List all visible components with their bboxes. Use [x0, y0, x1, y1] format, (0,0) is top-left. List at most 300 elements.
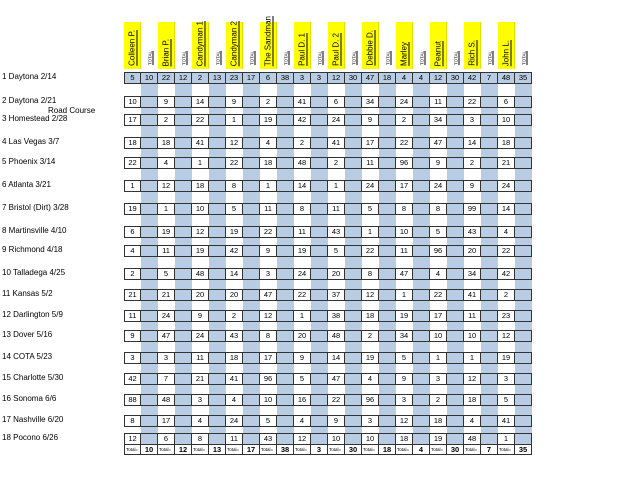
pick-cell[interactable]: 3	[260, 268, 277, 280]
running-total-cell[interactable]	[345, 226, 362, 238]
pick-cell[interactable]: 24	[430, 180, 447, 192]
running-total-cell[interactable]	[175, 352, 192, 364]
running-total-cell[interactable]	[481, 310, 498, 322]
pick-cell[interactable]: 41	[226, 373, 243, 385]
pick-cell[interactable]: 9	[192, 310, 209, 322]
pick-cell[interactable]: 20	[328, 268, 345, 280]
pick-cell[interactable]: 9	[464, 180, 481, 192]
pick-cell[interactable]: 10	[498, 114, 515, 126]
running-total-cell[interactable]	[141, 352, 158, 364]
running-total-cell[interactable]	[277, 352, 294, 364]
pick-cell[interactable]: 14	[226, 268, 243, 280]
pick-cell[interactable]: 9	[260, 245, 277, 257]
running-total-cell[interactable]	[379, 157, 396, 169]
pick-cell[interactable]: 1	[124, 180, 141, 192]
pick-cell[interactable]: 47	[328, 373, 345, 385]
pick-cell[interactable]: 8	[260, 330, 277, 342]
pick-cell[interactable]: 23	[498, 310, 515, 322]
pick-cell[interactable]: 12	[464, 373, 481, 385]
running-total-cell[interactable]	[481, 203, 498, 215]
pick-cell[interactable]: 21	[192, 373, 209, 385]
running-total-cell[interactable]	[515, 268, 532, 280]
running-total-cell[interactable]	[345, 96, 362, 108]
pick-cell[interactable]: 4	[124, 245, 141, 257]
pick-cell[interactable]: 47	[260, 289, 277, 301]
running-total-cell[interactable]	[413, 180, 430, 192]
running-total-cell[interactable]	[515, 114, 532, 126]
running-total-cell[interactable]	[447, 373, 464, 385]
running-total-cell[interactable]	[175, 415, 192, 427]
running-total-cell[interactable]	[379, 310, 396, 322]
pick-cell[interactable]: 24	[362, 180, 379, 192]
running-total-cell[interactable]: 13	[209, 72, 226, 84]
running-total-cell[interactable]	[277, 203, 294, 215]
running-total-cell[interactable]	[345, 157, 362, 169]
running-total-cell[interactable]	[175, 373, 192, 385]
running-total-cell[interactable]	[141, 180, 158, 192]
pick-cell[interactable]: 3	[362, 415, 379, 427]
running-total-cell[interactable]	[209, 203, 226, 215]
pick-cell[interactable]: 42	[464, 72, 481, 84]
running-total-cell[interactable]	[141, 268, 158, 280]
running-total-cell[interactable]	[175, 114, 192, 126]
pick-cell[interactable]: 2	[294, 137, 311, 149]
pick-cell[interactable]: 5	[396, 352, 413, 364]
running-total-cell[interactable]	[447, 352, 464, 364]
pick-cell[interactable]: 47	[362, 72, 379, 84]
pick-cell[interactable]: 47	[158, 330, 175, 342]
pick-cell[interactable]: 9	[362, 114, 379, 126]
running-total-cell[interactable]	[447, 394, 464, 406]
running-total-cell[interactable]	[209, 245, 226, 257]
running-total-cell[interactable]	[175, 310, 192, 322]
running-total-cell[interactable]	[311, 289, 328, 301]
pick-cell[interactable]: 22	[328, 394, 345, 406]
running-total-cell[interactable]	[243, 96, 260, 108]
running-total-cell[interactable]	[243, 310, 260, 322]
pick-cell[interactable]: 21	[158, 289, 175, 301]
running-total-cell[interactable]	[481, 180, 498, 192]
running-total-cell[interactable]	[243, 268, 260, 280]
pick-cell[interactable]: 22	[158, 72, 175, 84]
running-total-cell[interactable]	[175, 203, 192, 215]
running-total-cell[interactable]	[515, 245, 532, 257]
pick-cell[interactable]: 34	[464, 268, 481, 280]
pick-cell[interactable]: 18	[226, 352, 243, 364]
running-total-cell[interactable]	[141, 157, 158, 169]
pick-cell[interactable]: 10	[362, 433, 379, 445]
pick-cell[interactable]: 14	[294, 180, 311, 192]
pick-cell[interactable]: 24	[192, 330, 209, 342]
running-total-cell[interactable]	[447, 137, 464, 149]
pick-cell[interactable]: 18	[362, 310, 379, 322]
running-total-cell[interactable]	[311, 180, 328, 192]
pick-cell[interactable]: 2	[192, 72, 209, 84]
running-total-cell[interactable]	[481, 330, 498, 342]
pick-cell[interactable]: 12	[192, 226, 209, 238]
running-total-cell[interactable]	[311, 330, 328, 342]
running-total-cell[interactable]	[379, 226, 396, 238]
running-total-cell[interactable]	[515, 310, 532, 322]
running-total-cell[interactable]	[345, 289, 362, 301]
running-total-cell[interactable]	[175, 226, 192, 238]
pick-cell[interactable]: 96	[362, 394, 379, 406]
running-total-cell[interactable]	[481, 268, 498, 280]
running-total-cell[interactable]	[209, 394, 226, 406]
running-total-cell[interactable]	[311, 310, 328, 322]
running-total-cell[interactable]	[413, 310, 430, 322]
pick-cell[interactable]: 11	[260, 203, 277, 215]
running-total-cell[interactable]	[209, 137, 226, 149]
pick-cell[interactable]: 10	[464, 330, 481, 342]
running-total-cell[interactable]	[175, 180, 192, 192]
running-total-cell[interactable]	[481, 352, 498, 364]
running-total-cell[interactable]	[413, 289, 430, 301]
running-total-cell[interactable]	[141, 203, 158, 215]
running-total-cell[interactable]	[311, 137, 328, 149]
pick-cell[interactable]: 12	[260, 310, 277, 322]
pick-cell[interactable]: 2	[260, 96, 277, 108]
pick-cell[interactable]: 12	[124, 433, 141, 445]
pick-cell[interactable]: 19	[396, 310, 413, 322]
running-total-cell[interactable]	[481, 226, 498, 238]
running-total-cell[interactable]	[515, 373, 532, 385]
running-total-cell[interactable]	[379, 394, 396, 406]
running-total-cell[interactable]	[311, 245, 328, 257]
pick-cell[interactable]: 14	[192, 96, 209, 108]
pick-cell[interactable]: 9	[294, 352, 311, 364]
pick-cell[interactable]: 24	[226, 415, 243, 427]
running-total-cell[interactable]	[515, 96, 532, 108]
running-total-cell[interactable]	[413, 415, 430, 427]
pick-cell[interactable]: 22	[226, 157, 243, 169]
pick-cell[interactable]: 14	[464, 137, 481, 149]
running-total-cell[interactable]	[243, 289, 260, 301]
running-total-cell[interactable]	[379, 96, 396, 108]
running-total-cell[interactable]	[345, 203, 362, 215]
running-total-cell[interactable]	[447, 180, 464, 192]
pick-cell[interactable]: 21	[498, 157, 515, 169]
pick-cell[interactable]: 18	[124, 137, 141, 149]
running-total-cell[interactable]	[379, 415, 396, 427]
running-total-cell[interactable]	[345, 137, 362, 149]
running-total-cell[interactable]	[345, 245, 362, 257]
running-total-cell[interactable]	[209, 180, 226, 192]
running-total-cell[interactable]	[413, 157, 430, 169]
running-total-cell[interactable]	[209, 415, 226, 427]
pick-cell[interactable]: 1	[430, 352, 447, 364]
running-total-cell[interactable]	[379, 245, 396, 257]
running-total-cell[interactable]	[379, 203, 396, 215]
pick-cell[interactable]: 4	[226, 394, 243, 406]
running-total-cell[interactable]	[379, 373, 396, 385]
running-total-cell[interactable]	[243, 394, 260, 406]
pick-cell[interactable]: 10	[328, 433, 345, 445]
running-total-cell[interactable]	[209, 373, 226, 385]
pick-cell[interactable]: 5	[158, 268, 175, 280]
running-total-cell[interactable]	[277, 289, 294, 301]
pick-cell[interactable]: 22	[294, 289, 311, 301]
running-total-cell[interactable]	[141, 310, 158, 322]
pick-cell[interactable]: 22	[260, 226, 277, 238]
running-total-cell[interactable]	[345, 268, 362, 280]
running-total-cell[interactable]	[481, 114, 498, 126]
pick-cell[interactable]: 5	[328, 245, 345, 257]
pick-cell[interactable]: 48	[192, 268, 209, 280]
running-total-cell[interactable]	[243, 203, 260, 215]
pick-cell[interactable]: 10	[396, 226, 413, 238]
running-total-cell[interactable]	[447, 157, 464, 169]
pick-cell[interactable]: 96	[260, 373, 277, 385]
running-total-cell[interactable]	[277, 245, 294, 257]
pick-cell[interactable]: 1	[192, 157, 209, 169]
pick-cell[interactable]: 42	[226, 245, 243, 257]
running-total-cell[interactable]	[345, 114, 362, 126]
pick-cell[interactable]: 1	[464, 352, 481, 364]
pick-cell[interactable]: 48	[294, 157, 311, 169]
running-total-cell[interactable]	[413, 352, 430, 364]
running-total-cell[interactable]	[447, 330, 464, 342]
pick-cell[interactable]: 24	[498, 180, 515, 192]
pick-cell[interactable]: 43	[226, 330, 243, 342]
pick-cell[interactable]: 42	[498, 268, 515, 280]
pick-cell[interactable]: 3	[396, 394, 413, 406]
running-total-cell[interactable]	[447, 114, 464, 126]
running-total-cell[interactable]	[413, 373, 430, 385]
running-total-cell[interactable]	[345, 180, 362, 192]
pick-cell[interactable]: 10	[192, 203, 209, 215]
running-total-cell[interactable]	[243, 330, 260, 342]
running-total-cell[interactable]: 17	[243, 72, 260, 84]
pick-cell[interactable]: 4	[362, 373, 379, 385]
pick-cell[interactable]: 12	[294, 433, 311, 445]
running-total-cell[interactable]	[243, 180, 260, 192]
running-total-cell[interactable]	[175, 330, 192, 342]
pick-cell[interactable]: 6	[328, 96, 345, 108]
running-total-cell[interactable]	[141, 226, 158, 238]
pick-cell[interactable]: 22	[464, 96, 481, 108]
pick-cell[interactable]: 3	[192, 394, 209, 406]
pick-cell[interactable]: 24	[396, 96, 413, 108]
running-total-cell[interactable]	[243, 245, 260, 257]
pick-cell[interactable]: 18	[396, 433, 413, 445]
pick-cell[interactable]: 48	[158, 394, 175, 406]
running-total-cell[interactable]	[515, 226, 532, 238]
pick-cell[interactable]: 43	[328, 226, 345, 238]
running-total-cell[interactable]	[447, 268, 464, 280]
pick-cell[interactable]: 2	[158, 114, 175, 126]
running-total-cell[interactable]	[277, 137, 294, 149]
pick-cell[interactable]: 5	[124, 72, 141, 84]
running-total-cell[interactable]	[311, 268, 328, 280]
pick-cell[interactable]: 3	[430, 373, 447, 385]
pick-cell[interactable]: 2	[498, 289, 515, 301]
pick-cell[interactable]: 19	[294, 245, 311, 257]
pick-cell[interactable]: 12	[396, 415, 413, 427]
pick-cell[interactable]: 20	[192, 289, 209, 301]
pick-cell[interactable]: 11	[362, 157, 379, 169]
pick-cell[interactable]: 3	[124, 352, 141, 364]
running-total-cell[interactable]	[141, 330, 158, 342]
pick-cell[interactable]: 11	[464, 310, 481, 322]
pick-cell[interactable]: 22	[124, 157, 141, 169]
running-total-cell[interactable]	[209, 289, 226, 301]
pick-cell[interactable]: 43	[260, 433, 277, 445]
pick-cell[interactable]: 43	[464, 226, 481, 238]
running-total-cell[interactable]	[379, 114, 396, 126]
pick-cell[interactable]: 47	[430, 137, 447, 149]
running-total-cell[interactable]	[515, 180, 532, 192]
running-total-cell[interactable]	[141, 96, 158, 108]
pick-cell[interactable]: 19	[260, 114, 277, 126]
pick-cell[interactable]: 47	[396, 268, 413, 280]
pick-cell[interactable]: 9	[226, 96, 243, 108]
running-total-cell[interactable]	[379, 289, 396, 301]
pick-cell[interactable]: 5	[226, 203, 243, 215]
pick-cell[interactable]: 22	[430, 289, 447, 301]
pick-cell[interactable]: 2	[464, 157, 481, 169]
pick-cell[interactable]: 11	[396, 245, 413, 257]
running-total-cell[interactable]	[277, 96, 294, 108]
pick-cell[interactable]: 1	[328, 180, 345, 192]
pick-cell[interactable]: 1	[226, 114, 243, 126]
running-total-cell[interactable]	[311, 96, 328, 108]
pick-cell[interactable]: 22	[396, 137, 413, 149]
pick-cell[interactable]: 22	[362, 245, 379, 257]
pick-cell[interactable]: 4	[396, 72, 413, 84]
running-total-cell[interactable]	[515, 352, 532, 364]
running-total-cell[interactable]	[209, 310, 226, 322]
pick-cell[interactable]: 17	[158, 415, 175, 427]
running-total-cell[interactable]	[481, 373, 498, 385]
pick-cell[interactable]: 1	[396, 289, 413, 301]
running-total-cell[interactable]	[277, 114, 294, 126]
running-total-cell[interactable]	[243, 352, 260, 364]
running-total-cell[interactable]	[209, 226, 226, 238]
pick-cell[interactable]: 16	[294, 394, 311, 406]
running-total-cell[interactable]	[345, 330, 362, 342]
pick-cell[interactable]: 9	[396, 373, 413, 385]
pick-cell[interactable]: 11	[294, 226, 311, 238]
pick-cell[interactable]: 19	[226, 226, 243, 238]
running-total-cell[interactable]	[413, 394, 430, 406]
running-total-cell[interactable]: 38	[277, 72, 294, 84]
pick-cell[interactable]: 6	[158, 433, 175, 445]
running-total-cell[interactable]: 30	[345, 72, 362, 84]
pick-cell[interactable]: 23	[226, 72, 243, 84]
running-total-cell[interactable]	[311, 352, 328, 364]
running-total-cell[interactable]	[175, 289, 192, 301]
running-total-cell[interactable]	[141, 114, 158, 126]
pick-cell[interactable]: 12	[328, 72, 345, 84]
pick-cell[interactable]: 1	[498, 433, 515, 445]
pick-cell[interactable]: 11	[158, 245, 175, 257]
running-total-cell[interactable]	[311, 157, 328, 169]
running-total-cell[interactable]	[345, 352, 362, 364]
pick-cell[interactable]: 34	[396, 330, 413, 342]
running-total-cell[interactable]	[311, 114, 328, 126]
pick-cell[interactable]: 1	[294, 310, 311, 322]
pick-cell[interactable]: 22	[498, 245, 515, 257]
running-total-cell[interactable]: 12	[175, 72, 192, 84]
pick-cell[interactable]: 99	[464, 203, 481, 215]
pick-cell[interactable]: 11	[328, 203, 345, 215]
pick-cell[interactable]: 10	[430, 330, 447, 342]
running-total-cell[interactable]	[141, 245, 158, 257]
running-total-cell[interactable]	[481, 137, 498, 149]
pick-cell[interactable]: 22	[192, 114, 209, 126]
pick-cell[interactable]: 12	[226, 137, 243, 149]
running-total-cell[interactable]	[413, 245, 430, 257]
pick-cell[interactable]: 10	[260, 394, 277, 406]
running-total-cell[interactable]	[481, 96, 498, 108]
running-total-cell[interactable]	[515, 330, 532, 342]
running-total-cell[interactable]	[141, 289, 158, 301]
pick-cell[interactable]: 18	[430, 415, 447, 427]
pick-cell[interactable]: 18	[158, 137, 175, 149]
running-total-cell[interactable]	[345, 415, 362, 427]
pick-cell[interactable]: 41	[294, 96, 311, 108]
pick-cell[interactable]: 3	[294, 72, 311, 84]
running-total-cell[interactable]	[413, 226, 430, 238]
pick-cell[interactable]: 17	[396, 180, 413, 192]
pick-cell[interactable]: 1	[260, 180, 277, 192]
running-total-cell[interactable]	[481, 157, 498, 169]
running-total-cell[interactable]	[311, 203, 328, 215]
pick-cell[interactable]: 6	[124, 226, 141, 238]
pick-cell[interactable]: 41	[498, 415, 515, 427]
running-total-cell[interactable]	[413, 114, 430, 126]
pick-cell[interactable]: 19	[124, 203, 141, 215]
running-total-cell[interactable]	[413, 268, 430, 280]
running-total-cell[interactable]	[447, 415, 464, 427]
pick-cell[interactable]: 9	[430, 157, 447, 169]
pick-cell[interactable]: 5	[362, 203, 379, 215]
pick-cell[interactable]: 8	[430, 203, 447, 215]
pick-cell[interactable]: 8	[396, 203, 413, 215]
running-total-cell[interactable]	[447, 245, 464, 257]
pick-cell[interactable]: 1	[158, 203, 175, 215]
pick-cell[interactable]: 24	[294, 268, 311, 280]
pick-cell[interactable]: 19	[430, 433, 447, 445]
running-total-cell[interactable]	[141, 373, 158, 385]
pick-cell[interactable]: 17	[362, 137, 379, 149]
pick-cell[interactable]: 20	[464, 245, 481, 257]
running-total-cell[interactable]	[379, 352, 396, 364]
pick-cell[interactable]: 38	[328, 310, 345, 322]
pick-cell[interactable]: 9	[158, 96, 175, 108]
running-total-cell[interactable]	[345, 310, 362, 322]
pick-cell[interactable]: 8	[124, 415, 141, 427]
pick-cell[interactable]: 2	[362, 330, 379, 342]
running-total-cell[interactable]: 3	[311, 72, 328, 84]
pick-cell[interactable]: 12	[430, 72, 447, 84]
pick-cell[interactable]: 5	[294, 373, 311, 385]
pick-cell[interactable]: 18	[192, 180, 209, 192]
pick-cell[interactable]: 34	[362, 96, 379, 108]
pick-cell[interactable]: 14	[328, 352, 345, 364]
pick-cell[interactable]: 4	[464, 415, 481, 427]
running-total-cell[interactable]	[175, 157, 192, 169]
running-total-cell[interactable]	[515, 394, 532, 406]
running-total-cell[interactable]: 4	[413, 72, 430, 84]
running-total-cell[interactable]	[447, 96, 464, 108]
pick-cell[interactable]: 11	[226, 433, 243, 445]
running-total-cell[interactable]	[277, 415, 294, 427]
pick-cell[interactable]: 12	[362, 289, 379, 301]
pick-cell[interactable]: 19	[192, 245, 209, 257]
running-total-cell[interactable]	[277, 268, 294, 280]
